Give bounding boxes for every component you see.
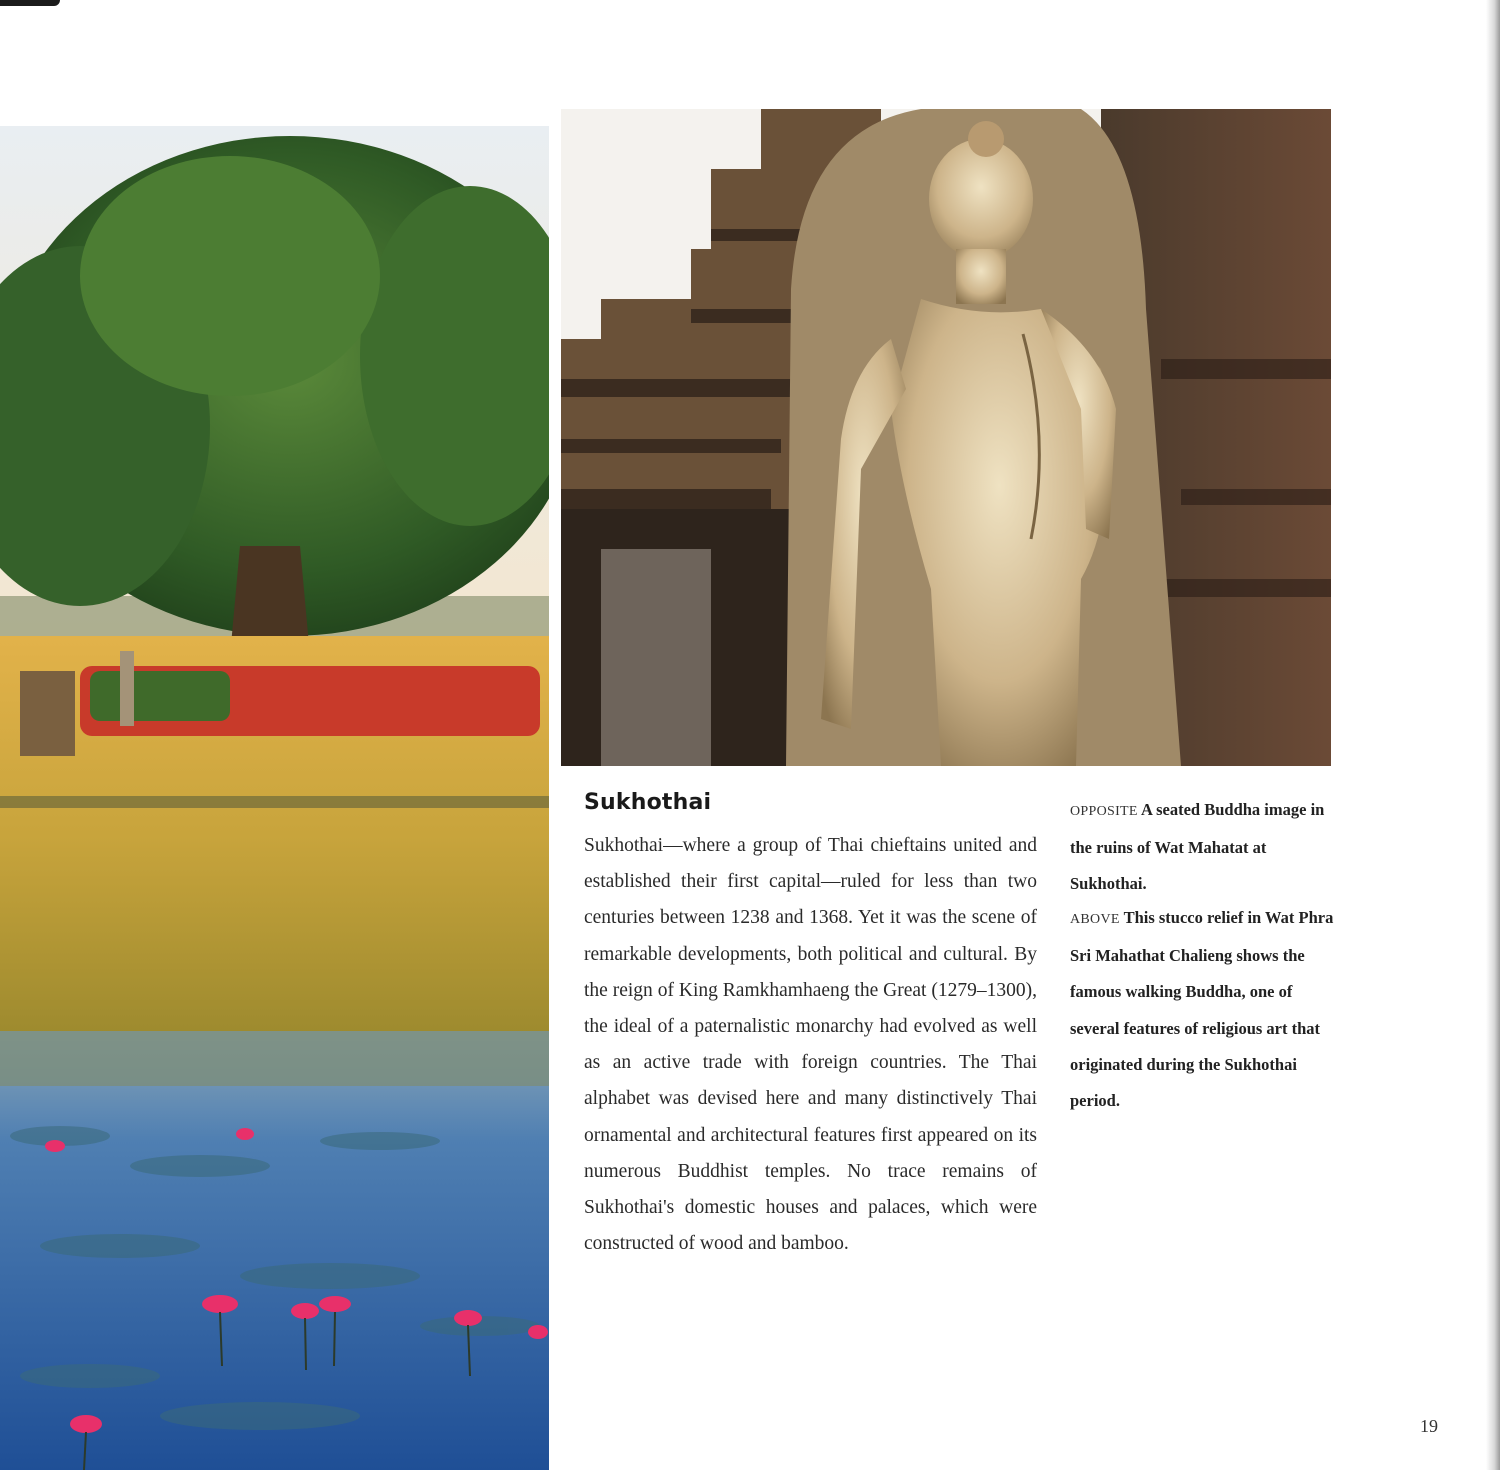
- caption-lead: ABOVE: [1070, 912, 1120, 927]
- caption-above: [1070, 900, 1342, 1119]
- caption-lead: OPPOSITE: [1070, 804, 1138, 819]
- walking-buddha-photo: [561, 109, 1331, 766]
- article-heading: Sukhothai: [584, 790, 712, 815]
- page-edge: [1486, 0, 1500, 1470]
- article-body: Sukhothai—where a group of Thai chieftains united and established their first capital—ruled for less than two centuries between 1238 and 1368. Yet it was the scene of remarkable developments, both political and cultural. By the reign of King Ramkhamhaeng the Great (1279–1300), the ideal of a paternalistic monarchy had evolved as well as an active trade with foreign countries. The Thai alphabet was devised here and many distinctively Thai ornamental and architectural features first appeared on its numerous Buddhist temples. No trace remains of Sukhothai's domestic houses and palaces, which were constructed of wood and bamboo.: [584, 835, 1037, 1255]
- caption-opposite: [1070, 792, 1342, 903]
- page-shadow: [0, 0, 60, 6]
- caption-text: A seated Buddha image in the ruins of Wat Mahatat at Sukhothai.: [1070, 800, 1325, 894]
- tree-and-pond-photo: [0, 126, 549, 1470]
- caption-text: This stucco relief in Wat Phra Sri Mahathat Chalieng shows the famous walking Buddha, one of several features of religious art that originated during the Sukhothai period.: [1070, 908, 1334, 1111]
- page-number: 19: [1420, 1416, 1438, 1436]
